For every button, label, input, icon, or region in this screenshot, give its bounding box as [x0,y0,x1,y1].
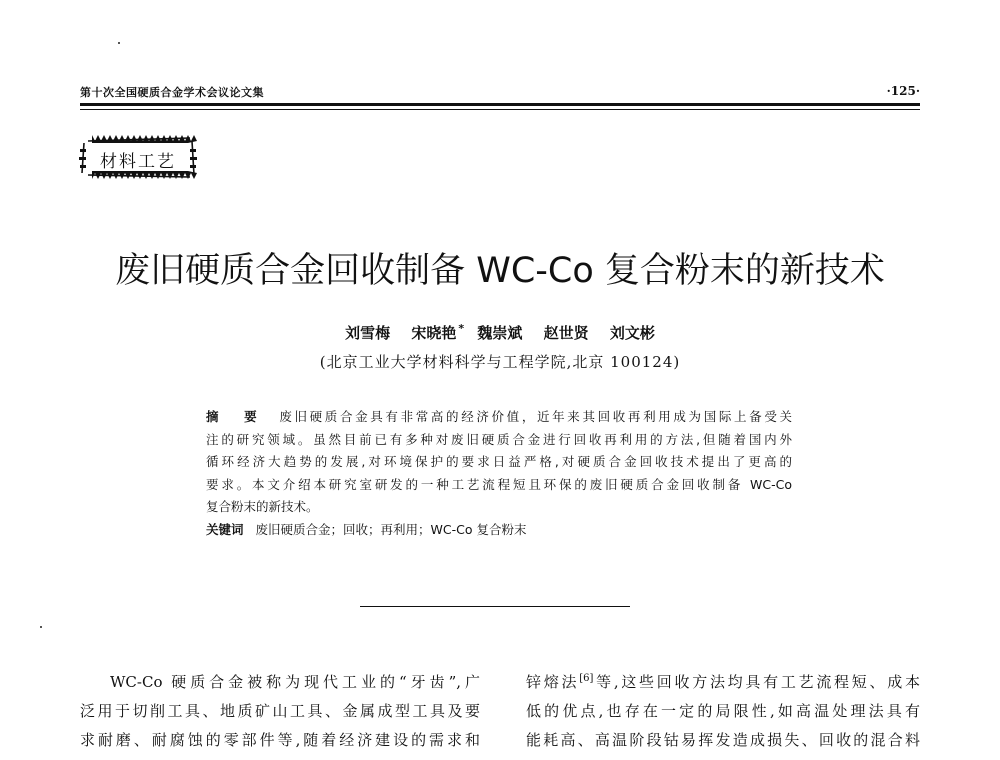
abstract-label: 摘 要 [206,409,268,424]
section-badge-label: 材料工艺 [100,152,176,172]
header-rule-thin [80,109,920,110]
abstract [206,406,792,541]
body-text: 等,这些回收方法均具有工艺流程短、成本 [593,673,920,691]
body-line: 求耐磨、耐腐蚀的零部件等,随着经济建设的需求和 [80,731,480,749]
header-rule-thick [80,103,920,106]
abstract-line [206,406,792,429]
section-badge [78,133,198,181]
abstract-text: 废旧硬质合金具有非常高的经济价值，近年来其回收再利用成为国际上备受关 [279,409,792,424]
author-name: 刘雪梅 [345,324,391,342]
scan-speck [40,626,42,628]
body-text: 锌熔法 [526,673,580,691]
scan-speck [118,42,120,44]
journal-name: 第十次全国硬质合金学术会议论文集 [80,86,264,99]
author-name: 赵世贤 [543,324,589,342]
abstract-line: 循环经济大趋势的发展,对环境保护的要求日益严格,对硬质合金回收技术提出了更高的 [206,454,792,469]
keywords-label: 关键词 [206,521,244,537]
page-number: ·125· [886,84,920,98]
keywords-text: 废旧硬质合金；回收；再利用；WC-Co 复合粉末 [255,521,527,537]
body-line: 泛用于切削工具、地质矿山工具、金属成型工具及要 [80,702,480,720]
body-line: 能耗高、高温阶段钴易挥发造成损失、回收的混合料 [526,731,920,749]
running-header [80,84,920,102]
affiliation: (北京工业大学材料科学与工程学院,北京 100124) [319,353,681,371]
separator-rule [360,606,630,607]
author-name: 宋晓艳 [411,324,457,342]
body-line: WC-Co 硬质合金被称为现代工业的“牙齿”,广 [110,673,480,691]
body-line [526,668,920,697]
abstract-line: 要求。本文介绍本研究室研发的一种工艺流程短且环保的废旧硬质合金回收制备 WC-Co [206,476,792,492]
author-name: 魏崇斌 [477,324,523,342]
citation-ref: [6] [579,673,594,684]
abstract-line: 注的研究领域。虽然目前已有多种对废旧硬质合金进行回收再利用的方法,但随着国内外 [206,431,792,447]
author-list [0,322,1000,343]
body-column-right [526,668,920,755]
body-column-left [80,668,480,755]
abstract-line: 复合粉末的新技术。 [206,499,319,514]
author-name: 刘文彬 [609,324,655,342]
keywords [206,519,792,542]
paper-title: 废旧硬质合金回收制备 WC-Co 复合粉末的新技术 [115,251,885,291]
corresponding-author-mark: * [458,322,465,335]
body-line: 低的优点,也存在一定的局限性,如高温处理法具有 [526,702,920,720]
